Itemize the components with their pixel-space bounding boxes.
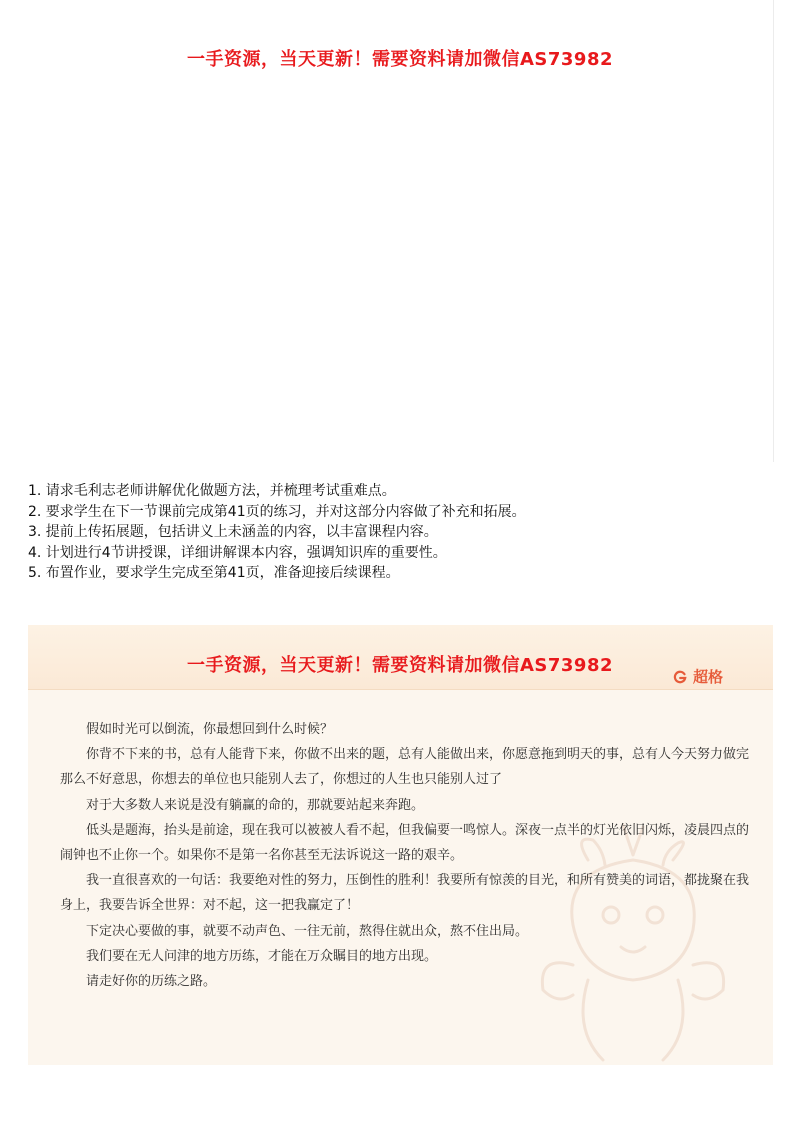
- essay-paragraph: 低头是题海，抬头是前途，现在我可以被被人看不起，但我偏要一鸣惊人。深夜一点半的灯光依旧闪烁，凌晨四点的闹钟也不止你一个。如果你不是第一名你甚至无法诉说这一路的艰辛。: [60, 822, 750, 864]
- summary-item: 1. 请求毛利志老师讲解优化做题方法，并梳理考试重难点。: [28, 483, 396, 499]
- promo-banner-top: 一手资源，当天更新！需要资料请加微信AS73982: [186, 49, 613, 70]
- essay-paragraph: 你背不下来的书，总有人能背下来，你做不出来的题，总有人能做出来，你愿意拖到明天的事，总有人今天努力做完那么不好意思，你想去的单位也只能别人去了，你想过的人生也只能别人过了: [60, 747, 750, 788]
- essay-paragraph: 下定决心要做的事，就要不动声色、一往无前，熬得住就出众，熬不住出局。: [86, 923, 529, 939]
- promo-banner-bottom: 一手资源，当天更新！需要资料请加微信AS73982: [186, 655, 613, 676]
- summary-item: 3. 提前上传拓展题，包括讲义上未涵盖的内容，以丰富课程内容。: [28, 524, 438, 540]
- summary-item: 4. 计划进行4节讲授课，详细讲解课本内容，强调知识库的重要性。: [28, 544, 447, 561]
- essay-paragraph: 对于大多数人来说是没有躺赢的命的，那就要站起来奔跑。: [86, 797, 425, 813]
- brand-name: 超格: [692, 668, 723, 686]
- summary-list: [28, 481, 526, 584]
- document-page: [28, 625, 773, 1065]
- essay-text: [60, 717, 760, 994]
- essay-paragraph: 假如时光可以倒流，你最想回到什么时候？: [86, 722, 334, 737]
- essay-paragraph: 我们要在无人问津的地方历练，才能在万众瞩目的地方出现。: [86, 948, 438, 964]
- summary-item: 2. 要求学生在下一节课前完成第41页的练习，并对这部分内容做了补充和拓展。: [28, 503, 526, 520]
- summary-item: 5. 布置作业，要求学生完成至第41页，准备迎接后续课程。: [28, 565, 400, 581]
- essay-paragraph: 我一直很喜欢的一句话：我要绝对性的努力，压倒性的胜利！我要所有惊羡的目光，和所有赞美的词语，都拢聚在我身上，我要告诉全世界：对不起，这一把我赢定了！: [60, 873, 750, 914]
- essay-paragraph: 请走好你的历练之路。: [86, 974, 217, 990]
